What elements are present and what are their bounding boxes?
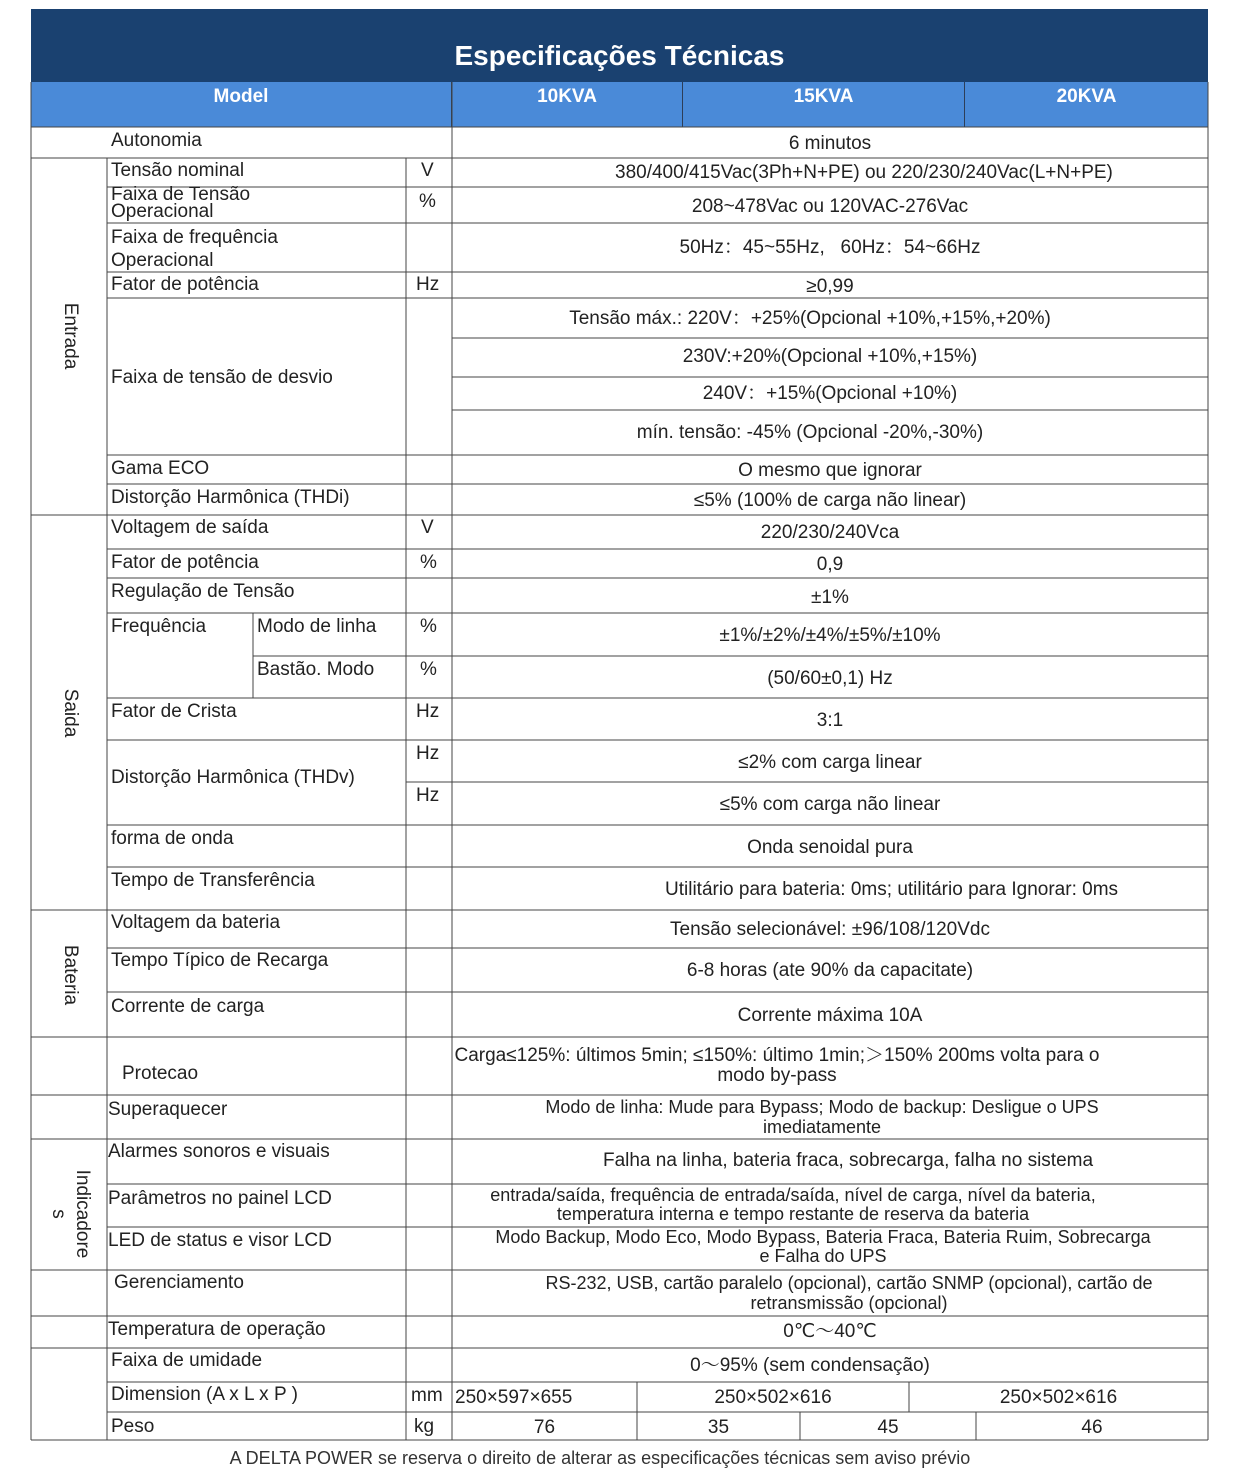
value-crista: 3:1 (816, 710, 844, 731)
unit-thdv-2: Hz (416, 785, 440, 806)
label-gerenciamento: Gerenciamento (114, 1272, 244, 1293)
value-thdi: ≤5% (100% de carga não linear) (693, 490, 967, 511)
value-protecao: Carga≤125%: últimos 5min; ≤150%: último 1min;＞150% 200ms volta para o modo by-pass (454, 1045, 1100, 1086)
unit-thdv-1: Hz (416, 743, 440, 764)
value-faixa-freq: 50Hz：45~55Hz, 60Hz：54~66Hz (679, 237, 981, 258)
unit-fator-pot-in: Hz (416, 274, 440, 295)
value-peso-2: 35 (707, 1417, 730, 1438)
value-modo-linha: ±1%/±2%/±4%/±5%/±10% (719, 625, 941, 646)
unit-crista: Hz (416, 701, 440, 722)
label-modo-linha: Modo de linha (257, 616, 377, 637)
value-peso-1: 76 (533, 1417, 556, 1438)
value-dimensao-10kva: 250×597×655 (455, 1387, 573, 1408)
unit-modo-linha: % (420, 616, 437, 637)
label-voltagem-saida: Voltagem de saída (111, 517, 269, 538)
label-peso: Peso (111, 1416, 155, 1437)
value-led-status-clip (453, 1228, 1207, 1269)
label-thdi: Distorção Harmônica (THDi) (111, 487, 350, 508)
label-faixa-freq: Faixa de frequência Operacional (111, 227, 278, 271)
value-dimensao-20kva: 250×502×616 (999, 1387, 1118, 1408)
label-tensao-nominal: Tensão nominal (111, 160, 245, 181)
label-led-status: LED de status e visor LCD (108, 1230, 332, 1251)
value-led-status: Modo Backup, Modo Eco, Modo Bypass, Bateria Fraca, Bateria Ruim, Sobrecarga e Falha do UPS (495, 1228, 1151, 1266)
label-transferencia: Tempo de Transferência (111, 870, 315, 891)
value-desvio-4: mín. tensão: -45% (Opcional -20%,-30%) (636, 422, 984, 443)
value-recarga: 6-8 horas (ate 90% da capacitate) (686, 960, 974, 981)
value-fator-pot-in: ≥0,99 (806, 276, 854, 297)
value-desvio-1: Tensão máx.: 220V：+25%(Opcional +10%,+15%,+20%) (569, 308, 1051, 329)
page-title: Especificações Técnicas (31, 9, 1208, 82)
value-gerenciamento: RS-232, USB, cartão paralelo (opcional), cartão SNMP (opcional), cartão de retransmissão (opcional) (545, 1273, 1153, 1313)
label-recarga: Tempo Típico de Recarga (111, 950, 329, 971)
label-frequencia: Frequência (111, 616, 207, 637)
value-desvio-3: 240V：+15%(Opcional +10%) (702, 383, 958, 404)
value-desvio-2: 230V:+20%(Opcional +10%,+15%) (682, 346, 978, 367)
group-entrada: Entrada (60, 302, 81, 370)
label-alarmes: Alarmes sonoros e visuais (108, 1141, 330, 1162)
label-corrente: Corrente de carga (111, 996, 265, 1017)
label-autonomia: Autonomia (111, 130, 202, 151)
value-voltagem-saida: 220/230/240Vca (760, 522, 900, 543)
value-corrente: Corrente máxima 10A (737, 1005, 923, 1026)
value-thdv-2: ≤5% com carga não linear (719, 794, 941, 815)
value-lcd-params: entrada/saída, frequência de entrada/saída, nível de carga, nível da bateria, temperatura interna e tempo restante de reserva da bateria (490, 1186, 1096, 1224)
value-voltagem-bateria: Tensão selecionável: ±96/108/120Vdc (670, 919, 990, 940)
value-lcd-params-clip (453, 1186, 1207, 1226)
footer-note: A DELTA POWER se reserva o direito de alterar as especificações técnicas sem aviso prévio (229, 1448, 971, 1468)
value-bastao-modo: (50/60±0,1) Hz (767, 668, 893, 689)
unit-bastao-modo: % (420, 659, 437, 680)
value-transferencia: Utilitário para bateria: 0ms; utilitário para Ignorar: 0ms (665, 879, 1119, 900)
group-indicadores: Indicadore s (48, 1169, 93, 1259)
value-gama-eco: O mesmo que ignorar (738, 460, 922, 481)
value-peso-3: 45 (877, 1417, 899, 1438)
value-tensao-nominal: 380/400/415Vac(3Ph+N+PE) ou 220/230/240Vac(L+N+PE) (615, 162, 1113, 183)
label-regulacao: Regulação de Tensão (111, 581, 295, 602)
value-umidade: 0～95% (sem condensação) (690, 1355, 930, 1376)
unit-fator-pot-out: % (420, 552, 437, 573)
value-autonomia: 6 minutos (788, 133, 872, 154)
header-20kva: 20KVA (965, 82, 1208, 127)
value-peso-4: 46 (1081, 1417, 1103, 1438)
value-alarmes: Falha na linha, bateria fraca, sobrecarga, falha no sistema (602, 1150, 1094, 1171)
label-voltagem-bateria: Voltagem da bateria (111, 912, 281, 933)
unit-dimensao: mm (411, 1385, 443, 1406)
value-temperatura: 0℃～40℃ (783, 1321, 877, 1342)
label-temperatura: Temperatura de operação (108, 1319, 326, 1340)
unit-tensao-nominal: V (421, 160, 434, 181)
value-thdv-1: ≤2% com carga linear (738, 752, 922, 773)
header-10kva: 10KVA (452, 82, 683, 127)
label-umidade: Faixa de umidade (111, 1350, 263, 1371)
label-protecao: Protecao (122, 1063, 199, 1084)
header-15kva: 15KVA (683, 82, 965, 127)
group-bateria: Bateria (60, 944, 81, 1006)
unit-faixa-tensao: % (419, 191, 436, 212)
label-fator-pot-out: Fator de potência (111, 552, 259, 573)
value-forma-onda: Onda senoidal pura (747, 837, 913, 858)
label-desvio: Faixa de tensão de desvio (111, 367, 333, 388)
label-gama-eco: Gama ECO (111, 458, 210, 479)
group-saida: Saida (60, 688, 81, 738)
label-dimensao: Dimension (A x L x P ) (111, 1384, 298, 1405)
value-dimensao-15kva: 250×502×616 (714, 1387, 832, 1408)
label-faixa-tensao: Faixa de Tensão Operacional (111, 184, 251, 222)
value-superaquecer: Modo de linha: Mude para Bypass; Modo de backup: Desligue o UPS imediatamente (545, 1097, 1099, 1137)
header-model: Model (31, 82, 452, 127)
label-forma-onda: forma de onda (111, 828, 234, 849)
label-fator-pot-in: Fator de potência (111, 274, 259, 295)
label-lcd-params: Parâmetros no painel LCD (108, 1188, 332, 1209)
label-crista: Fator de Crista (111, 701, 237, 722)
label-thdv: Distorção Harmônica (THDv) (111, 767, 355, 788)
value-faixa-tensao: 208~478Vac ou 120VAC-276Vac (691, 196, 969, 217)
label-superaquecer: Superaquecer (108, 1099, 228, 1120)
value-fator-pot-out: 0,9 (816, 554, 844, 575)
unit-peso: kg (414, 1416, 435, 1437)
unit-voltagem-saida: V (421, 517, 434, 538)
value-regulacao: ±1% (811, 587, 849, 608)
label-bastao-modo: Bastão. Modo (257, 659, 375, 680)
